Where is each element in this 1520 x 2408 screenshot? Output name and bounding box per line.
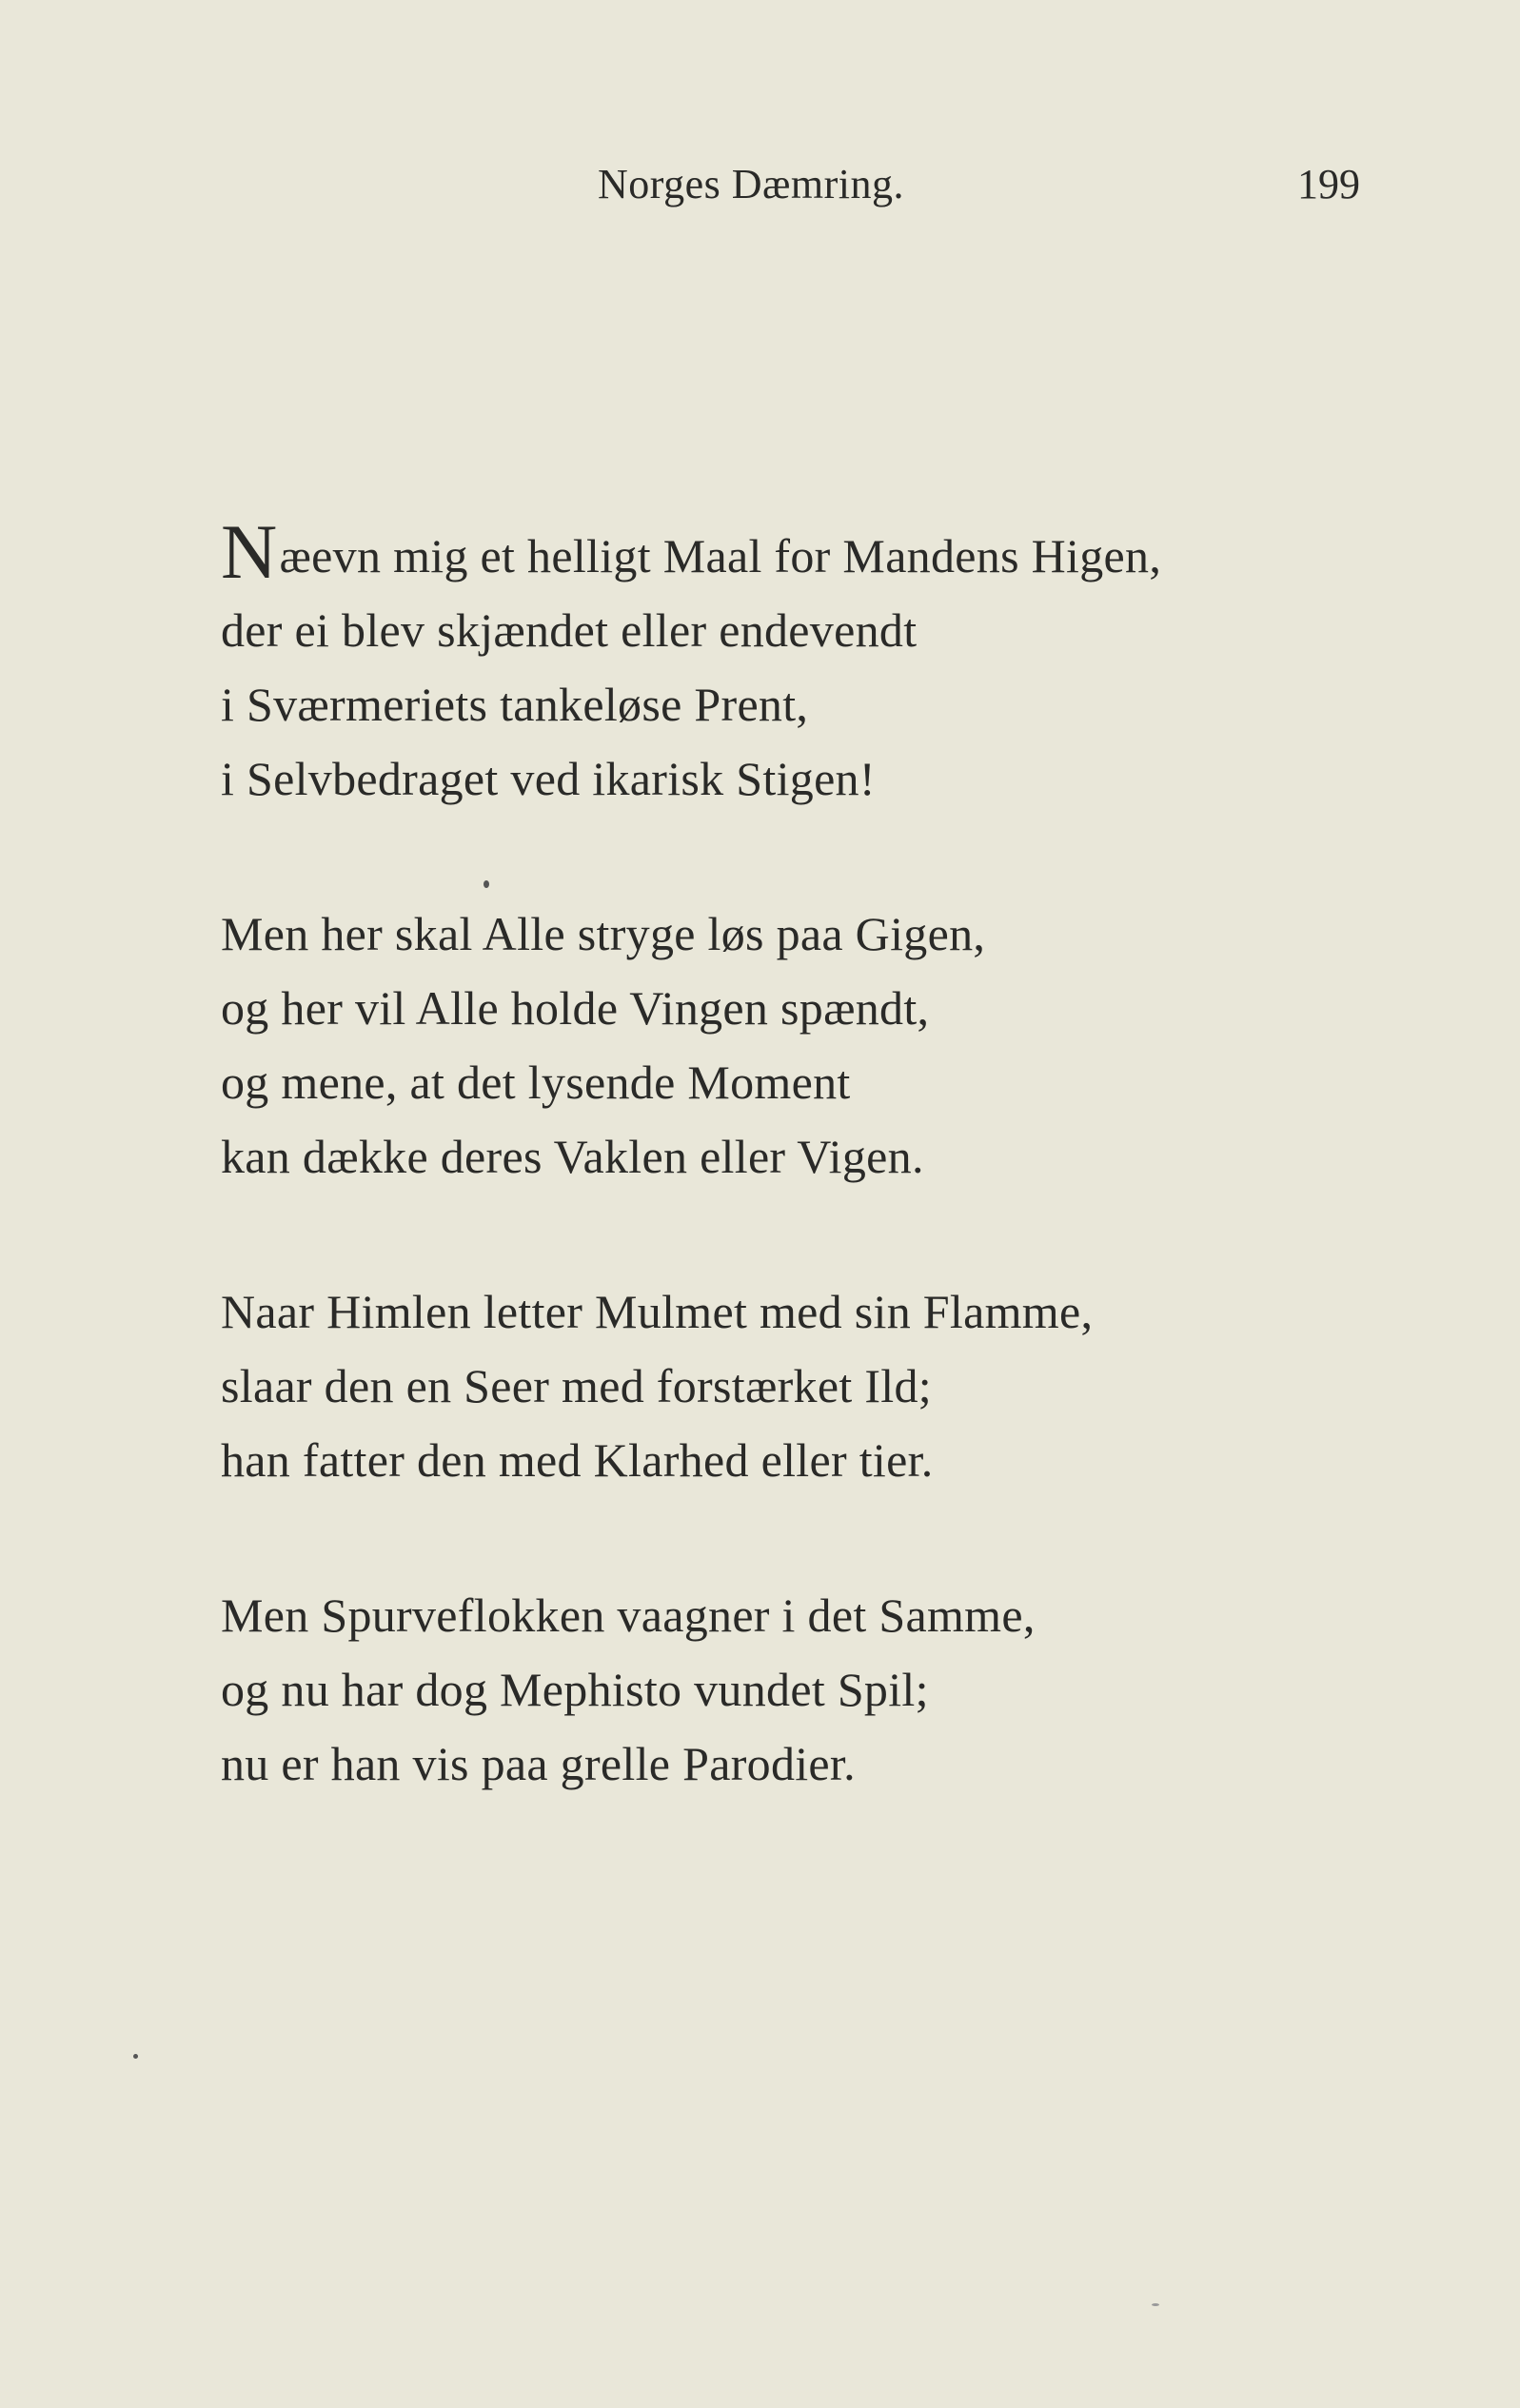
poem-line: og mene, at det lysende Moment xyxy=(221,1056,851,1109)
poem-line: Men her skal Alle stryge løs paa Gigen, xyxy=(221,907,986,960)
poem-line: der ei blev skjændet eller endevendt xyxy=(221,603,918,657)
poem-line: Men Spurveflokken vaagner i det Samme, xyxy=(221,1589,1036,1642)
running-head xyxy=(0,160,1520,217)
page-number: 199 xyxy=(1297,161,1360,207)
poem-line: og nu har dog Mephisto vundet Spil; xyxy=(221,1663,929,1716)
poem-line: slaar den en Seer med forstærket Ild; xyxy=(221,1359,932,1412)
poem-line xyxy=(221,508,1363,595)
poem-line-text: æevn mig et helligt Maal for Mandens Higen, xyxy=(279,529,1162,582)
paper-speck xyxy=(1152,2303,1159,2306)
paper-speck xyxy=(133,2054,138,2059)
drop-cap: N xyxy=(221,508,278,595)
poem-line: Naar Himlen letter Mulmet med sin Flamme, xyxy=(221,1285,1094,1338)
poem-line: nu er han vis paa grelle Parodier. xyxy=(221,1737,856,1790)
poem-line: i Sværmeriets tankeløse Prent, xyxy=(221,678,809,731)
stanza-1 xyxy=(221,508,1363,816)
poem-line: i Selvbedraget ved ikarisk Stigen! xyxy=(221,752,876,805)
stanza-2 xyxy=(221,897,1363,1194)
stanza-4 xyxy=(221,1578,1363,1801)
poem xyxy=(221,508,1363,1801)
poem-line: kan dække deres Vaklen eller Vigen. xyxy=(221,1130,924,1183)
poem-line: og her vil Alle holde Vingen spændt, xyxy=(221,981,930,1035)
poem-line: han fatter den med Klarhed eller tier. xyxy=(221,1433,934,1487)
paper-speck xyxy=(484,880,489,888)
running-title: Norges Dæmring. xyxy=(598,161,905,207)
stanza-3 xyxy=(221,1274,1363,1497)
